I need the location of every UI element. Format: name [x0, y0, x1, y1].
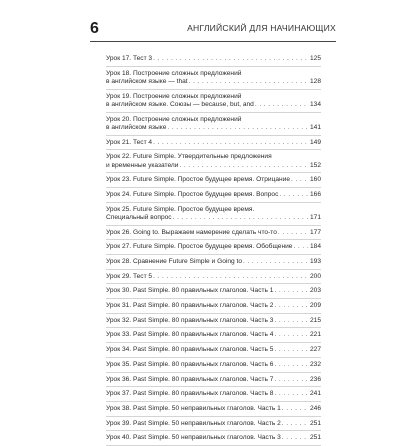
toc-entry-title-line: Урок 29. Тест 5 — [106, 272, 153, 280]
toc-page-number: 246 — [309, 404, 321, 412]
toc-entry-last-line — [106, 229, 321, 237]
toc-entry-last-line — [106, 191, 321, 199]
toc-entry — [106, 343, 321, 358]
toc-entry — [106, 402, 321, 417]
toc-entry-title-line: Урок 20. Построение сложных предложений — [106, 115, 242, 123]
toc-page-number: 241 — [309, 390, 321, 398]
toc-page-number: 193 — [309, 258, 321, 266]
toc-page-number: 209 — [309, 302, 321, 310]
toc-entry-title-line: Специальный вопрос — [106, 213, 172, 221]
toc-entry-last-line — [106, 420, 321, 428]
toc-entry-title-line: Урок 31. Past Simple. 80 правильных глаголов. Часть 2 — [106, 302, 274, 310]
toc-entry-title-line: в английском языке. Союзы — because, but, and — [106, 100, 254, 108]
toc-entry-title-line: Урок 23. Future Simple. Простое будущее время. Отрицание — [106, 176, 291, 184]
dot-leader — [282, 405, 309, 413]
dot-leader — [153, 55, 309, 63]
toc-entry — [106, 314, 321, 329]
header-divider — [90, 41, 336, 42]
toc-entry-last-line — [106, 390, 321, 398]
dot-leader — [291, 176, 309, 184]
dot-leader — [189, 78, 309, 86]
toc-page-number: 128 — [309, 77, 321, 85]
toc-entry — [106, 90, 321, 113]
toc-entry-last-line — [106, 78, 321, 86]
toc-entry-last-line — [106, 287, 321, 295]
toc-entry-last-line — [106, 273, 321, 281]
toc-entry-last-line — [106, 124, 321, 132]
toc-entry — [106, 188, 321, 203]
toc-page-number: 184 — [309, 243, 321, 251]
toc-entry — [106, 431, 321, 446]
toc-entry-title-line: Урок 30. Past Simple. 80 правильных глаголов. Часть 1 — [106, 287, 274, 295]
toc-entry — [106, 150, 321, 173]
dot-leader — [153, 273, 309, 281]
toc-entry — [106, 417, 321, 432]
dot-leader — [282, 434, 309, 442]
toc-entry-last-line — [106, 176, 321, 184]
toc-entry-title-line: Урок 36. Past Simple. 80 правильных глаголов. Часть 7 — [106, 375, 274, 383]
toc-entry — [106, 52, 321, 67]
page-header — [90, 20, 336, 38]
toc-entry-title-line: Урок 22. Future Simple. Утвердительные предложения — [106, 153, 272, 161]
running-title: АНГЛИЙСКИЙ ДЛЯ НАЧИНАЮЩИХ — [187, 23, 336, 33]
toc-entry-last-line — [106, 405, 321, 413]
toc-entry-last-line — [106, 346, 321, 354]
toc-entry-title-line: Урок 17. Тест 3 — [106, 55, 153, 62]
toc-page-number: 251 — [309, 434, 321, 442]
toc-page-number: 203 — [309, 287, 321, 295]
toc-page-number: 200 — [309, 272, 321, 280]
toc-entry — [106, 136, 321, 151]
dot-leader — [173, 214, 309, 222]
toc-entry-title-line: Урок 21. Тест 4 — [106, 138, 153, 146]
toc-entry — [106, 358, 321, 373]
toc-entry — [106, 328, 321, 343]
toc-entry — [106, 173, 321, 188]
toc-entry-title-line: Урок 33. Past Simple. 80 правильных глаголов. Часть 4 — [106, 331, 274, 339]
toc-entry-title-line: Урок 38. Past Simple. 50 неправильных глаголов. Часть 1 — [106, 404, 281, 412]
toc-entry-last-line — [106, 317, 321, 325]
toc-entry-title-line: Урок 27. Future Simple. Простое будущее время. Обобщение — [106, 243, 293, 251]
toc-page-number: 232 — [309, 360, 321, 368]
dot-leader — [274, 317, 309, 325]
toc-entry — [106, 373, 321, 388]
toc-entry-title-line: Урок 26. Going to. Выражаем намерение сделать что-то — [106, 228, 277, 236]
toc-entry — [106, 387, 321, 402]
dot-leader — [255, 101, 309, 109]
dot-leader — [274, 346, 309, 354]
toc-entry-last-line — [106, 162, 321, 170]
toc-entry-last-line — [106, 376, 321, 384]
toc-entry-title-line: Урок 40. Past Simple. 50 неправильных глаголов. Часть 3 — [106, 434, 281, 442]
toc-page-number: 152 — [309, 161, 321, 169]
dot-leader — [274, 361, 309, 369]
toc-entry-title-line: в английском языке — that — [106, 77, 188, 85]
toc-page-number: 171 — [309, 213, 321, 221]
toc-page-number: 251 — [309, 419, 321, 427]
dot-leader — [274, 302, 309, 310]
toc-page-number: 221 — [309, 331, 321, 339]
dot-leader — [279, 191, 309, 199]
toc-entry-last-line — [106, 214, 321, 222]
toc-entry — [106, 270, 321, 285]
toc-page-number: 149 — [309, 138, 321, 146]
toc-entry — [106, 67, 321, 90]
dot-leader — [274, 331, 309, 339]
toc-entry — [106, 255, 321, 270]
toc-entry — [106, 203, 321, 226]
table-of-contents — [106, 52, 321, 446]
toc-entry-title-line: Урок 34. Past Simple. 80 правильных глаголов. Часть 5 — [106, 346, 274, 354]
toc-entry-last-line — [106, 55, 321, 63]
toc-page-number: 236 — [309, 375, 321, 383]
toc-entry-title-line: Урок 28. Сравнение Future Simple и Going to — [106, 258, 242, 266]
toc-entry-title-line: Урок 32. Past Simple. 80 правильных глаголов. Часть 3 — [106, 316, 274, 324]
dot-leader — [274, 390, 309, 398]
dot-leader — [243, 258, 309, 266]
dot-leader — [274, 376, 309, 384]
toc-entry-title-line: и временные указатели — [106, 161, 179, 169]
toc-entry-title-line: в английском языке — [106, 123, 167, 131]
toc-page-number: 134 — [309, 100, 321, 108]
toc-entry-title-line: Урок 25. Future Simple. Простое будущее время. — [106, 205, 255, 213]
toc-entry-title-line: Урок 18. Построение сложных предложений — [106, 69, 242, 77]
toc-entry-title-line: Урок 24. Future Simple. Простое будущее время. Вопрос — [106, 191, 279, 198]
toc-entry-last-line — [106, 139, 321, 147]
toc-entry — [106, 226, 321, 241]
toc-entry-last-line — [106, 243, 321, 251]
toc-entry-last-line — [106, 101, 321, 109]
dot-leader — [167, 124, 309, 132]
toc-entry — [106, 240, 321, 255]
page-number: 6 — [90, 20, 99, 37]
toc-entry-title-line: Урок 19. Построение сложных предложений — [106, 92, 242, 100]
toc-entry — [106, 113, 321, 136]
toc-entry-last-line — [106, 302, 321, 310]
toc-entry — [106, 299, 321, 314]
toc-page-number: 125 — [309, 55, 321, 62]
toc-entry-title-line: Урок 37. Past Simple. 80 правильных глаголов. Часть 8 — [106, 390, 274, 398]
toc-page-number: 177 — [309, 228, 321, 236]
toc-page-number: 227 — [309, 346, 321, 354]
toc-entry-last-line — [106, 434, 321, 442]
toc-entry-title-line: Урок 35. Past Simple. 80 правильных глаголов. Часть 6 — [106, 360, 274, 368]
toc-page-number: 160 — [309, 176, 321, 184]
toc-entry-last-line — [106, 331, 321, 339]
dot-leader — [153, 139, 309, 147]
toc-entry — [106, 284, 321, 299]
toc-page-number: 141 — [309, 123, 321, 131]
dot-leader — [278, 229, 309, 237]
toc-entry-last-line — [106, 361, 321, 369]
dot-leader — [274, 287, 309, 295]
toc-entry-last-line — [106, 258, 321, 266]
dot-leader — [282, 420, 309, 428]
toc-entry-title-line: Урок 39. Past Simple. 50 неправильных глаголов. Часть 2 — [106, 419, 281, 427]
toc-page-number: 166 — [309, 191, 321, 198]
toc-page-number: 215 — [309, 316, 321, 324]
dot-leader — [179, 162, 309, 170]
dot-leader — [293, 243, 309, 251]
